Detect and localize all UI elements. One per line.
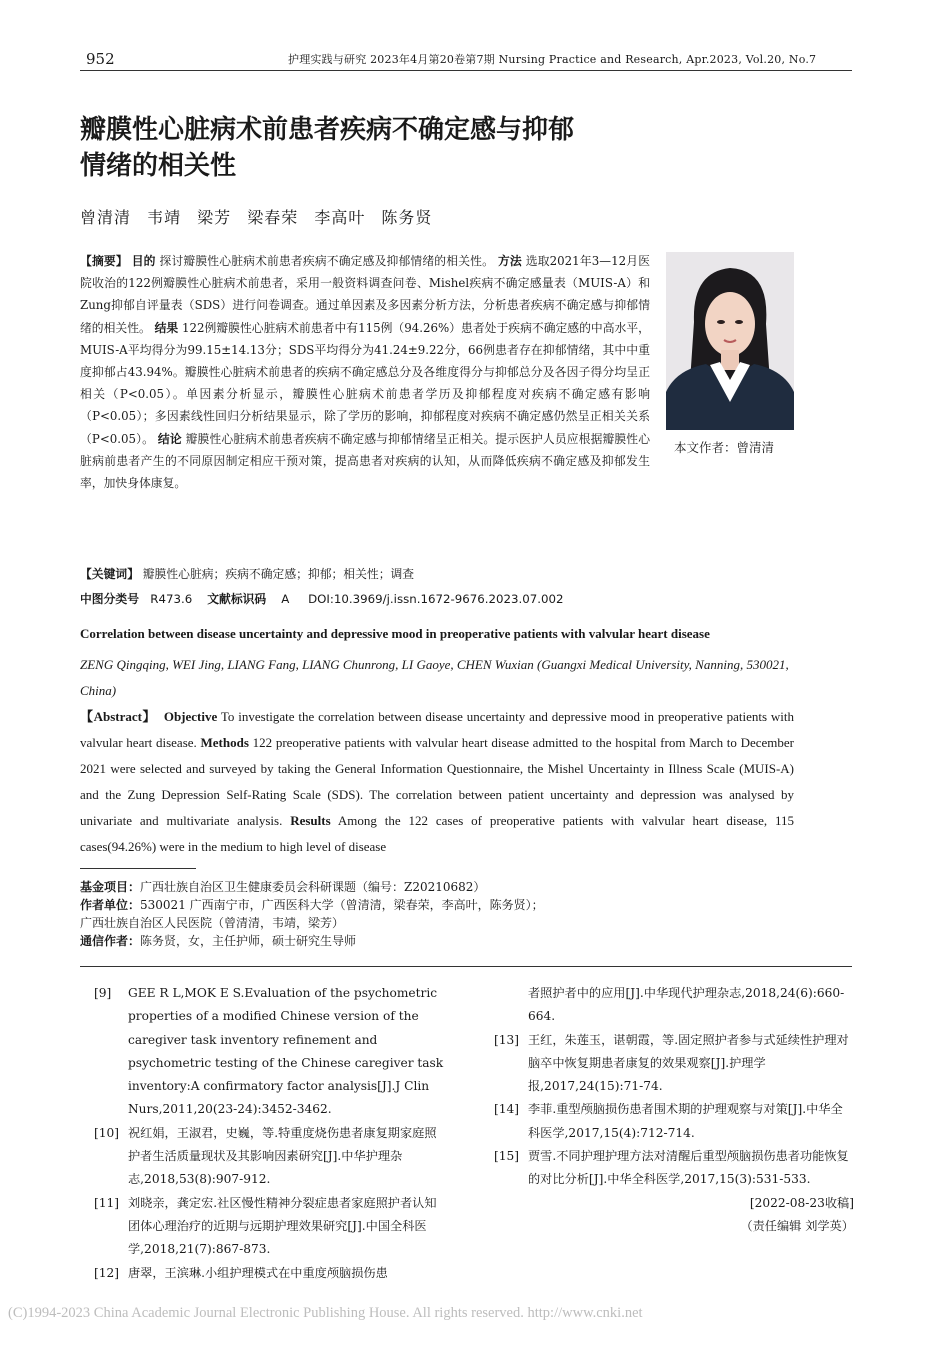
title-line-1: 瓣膜性心脏病术前患者疾病不确定感与抑郁: [80, 115, 575, 145]
unit-text-1: 530021 广西南宁市，广西医科大学（曾清清，梁春荣，李高叶，陈务贤）；: [140, 898, 544, 912]
corr-text: 陈务贤，女，主任护师，硕士研究生导师: [140, 934, 357, 948]
references-left-column: [84, 982, 444, 1285]
reference-text: 李菲.重型颅脑损伤患者围术期的护理观察与对策[J].中华全科医学,2017,15(4):712-714.: [528, 1102, 843, 1140]
results-label: 结果: [154, 320, 179, 335]
methods-label: 方法: [497, 254, 522, 268]
photo-caption: 本文作者：曾清清: [674, 440, 775, 455]
reference-number: [10]: [94, 1125, 120, 1140]
reference-number: [12]: [94, 1265, 120, 1280]
reference-number: [9]: [94, 986, 112, 1000]
journal-header: 护理实践与研究 2023年4月第20卷第7期 Nursing Practice and Research, Apr.2023, Vol.20, No.7: [288, 53, 817, 66]
page-number: 952: [86, 50, 115, 68]
reference-number: [15]: [494, 1149, 520, 1164]
reference-text: 王红，朱莲玉，谌朝霞，等.固定照护者参与式延续性护理对脑卒中恢复期患者康复的效果观察[J].护理学报,2017,24(15):71-74.: [528, 1032, 849, 1094]
responsible-editor: （责任编辑 刘学英）: [740, 1218, 854, 1233]
keywords: [80, 565, 650, 582]
en-objective-text: To investigate the correlation between disease uncertainty and depressive mood in preoperative patients with valvular heart disease.: [80, 709, 795, 750]
objective-text: 探讨瓣膜性心脏病术前患者疾病不确定感及抑郁情绪的相关性。: [159, 254, 495, 268]
doc-code-value: A: [281, 592, 290, 606]
clc-value: R473.6: [150, 592, 193, 606]
classification-line: [80, 590, 680, 607]
copyright-watermark: (C)1994-2023 China Academic Journal Electronic Publishing House. All rights reserved. http://www.cnki.net: [8, 1305, 643, 1321]
english-authors: ZENG Qingqing, WEI Jing, LIANG Fang, LIANG Chunrong, LI Gaoye, CHEN Wuxian (Guangxi Medical University, Nanning, 530021, China): [80, 657, 789, 698]
reference-item: [484, 1098, 854, 1145]
received-date: [2022-08-23收稿]: [749, 1195, 854, 1210]
reference-number: [11]: [94, 1195, 120, 1210]
reference-text: 刘晓亲，龚定宏.社区慢性精神分裂症患者家庭照护者认知团体心理治疗的近期与远期护理效果研究[J].中国全科医学,2018,21(7):867-873.: [128, 1195, 437, 1257]
reference-number: [13]: [494, 1032, 520, 1047]
objective-label: 目的: [131, 254, 156, 268]
reference-text: 唐翠，王滨琳.小组护理模式在中重度颅脑损伤患: [128, 1265, 388, 1280]
references-right-column: [484, 982, 854, 1238]
footnote-rule: [80, 868, 196, 869]
reference-item: [84, 1192, 444, 1262]
unit-text-2: 广西壮族自治区人民医院（曾清清，韦靖，梁芳）: [80, 916, 345, 930]
en-methods-label: Methods: [200, 735, 249, 750]
header-rule: [80, 70, 852, 71]
paper-title: [80, 112, 660, 184]
results-text: 122例瓣膜性心脏病术前患者中有115例（94.26%）患者处于疾病不确定感的中高水平，MUIS-A平均得分为99.15±14.13分；SDS平均得分为41.24±9.22分，66例患者存在抑郁情绪，其中中重度抑郁占43.94%。瓣膜性心脏病术前患者的疾病不确定感总分及各维度得分与抑郁总分及各因子得分均呈正相关（P<0.05）。单因素分析显示，瓣膜性心脏病术前患者学历及抑郁程度对疾病不确定感有影响（P<0.05）；多因素线性回归分析结果显示，除了学历的影响，抑郁程度对疾病不确定感仍然呈正相关关系（P<0.05）。: [80, 320, 650, 446]
en-results-text: Among the 122 cases of preoperative patients with valvular heart disease, 115 cases(94.26%) were in the medium to high level of disease: [80, 813, 795, 854]
clc-label: 中图分类号: [80, 592, 139, 606]
author-photo: [666, 252, 794, 430]
en-abstract-label: 【Abstract】: [80, 709, 157, 724]
en-objective-label: Objective: [163, 709, 218, 724]
fund-label: 基金项目：: [80, 880, 141, 894]
doc-code-label: 文献标识码: [207, 592, 267, 606]
reference-item: [484, 1145, 854, 1192]
english-abstract: [80, 704, 794, 860]
reference-item: [84, 1122, 444, 1192]
keywords-label: 【关键词】: [80, 567, 139, 581]
corr-label: 通信作者：: [80, 934, 141, 948]
doi: DOI:10.3969/j.issn.1672-9676.2023.07.002: [308, 592, 564, 606]
reference-text: 贾雪.不同护理护理方法对清醒后重型颅脑损伤患者功能恢复的对比分析[J].中华全科医学,2017,15(3):531-533.: [528, 1149, 849, 1187]
footnotes: [80, 878, 780, 950]
methods-text: 选取2021年3—12月医院收治的122例瓣膜性心脏病术前患者，采用一般资料调查问卷、Mishel疾病不确定感量表（MUIS-A）和Zung抑郁自评量表（SDS）进行问卷调查。通过单因素及多因素分析方法，分析患者疾病不确定感与抑郁情绪的相关性。: [80, 254, 650, 335]
author-list: 曾清清 韦靖 梁芳 梁春荣 李高叶 陈务贤: [80, 208, 433, 227]
fund-text: 广西壮族自治区卫生健康委员会科研课题（编号：Z20210682）: [140, 880, 486, 894]
reference-text: 祝红娟，王淑君，史巍，等.特重度烧伤患者康复期家庭照护者生活质量现状及其影响因素研究[J].中华护理杂志,2018,53(8):907-912.: [128, 1125, 437, 1187]
english-title: Correlation between disease uncertainty and depressive mood in preoperative patients with valvular heart disease: [80, 626, 710, 641]
en-results-label: Results: [290, 813, 331, 828]
column-rule: [80, 966, 852, 967]
reference-item: [84, 1262, 444, 1285]
conclusion-text: 瓣膜性心脏病术前患者疾病不确定感与抑郁情绪呈正相关。提示医护人员应根据瓣膜性心脏病前患者产生的不同原因制定相应干预对策，提高患者对疾病的认知，从而降低疾病不确定感及抑郁发生率，加快身体康复。: [80, 431, 651, 491]
en-methods-text: 122 preoperative patients with valvular heart disease admitted to the hospital from March to December 2021 were selected and surveyed by taking the General Information Questionnaire, the Mishel Uncertainty in Illness Scale (MUIS-A) and the Zung Depression Self-Rating Scale (SDS). The correlation between patient uncertainty and depression was analysed by univariate and multivariate analysis.: [80, 735, 795, 828]
reference-number: [14]: [494, 1102, 520, 1117]
abstract-label: 【摘要】: [80, 254, 128, 268]
reference-item: [484, 1029, 854, 1099]
unit-label: 作者单位：: [80, 898, 141, 912]
title-line-2: 情绪的相关性: [80, 151, 237, 181]
reference-text: GEE R L,MOK E S.Evaluation of the psychometric properties of a modified Chinese version of the caregiver task inventory refinement and psychometric testing of the Chinese caregiver task inventory:A confirmatory factor analysis[J].J Clin Nurs,2011,20(23-24):3452-3462.: [128, 986, 444, 1117]
reference-item: [84, 982, 444, 1122]
conclusion-label: 结论: [157, 431, 182, 446]
keywords-text: 瓣膜性心脏病；疾病不确定感；抑郁；相关性；调查: [142, 567, 415, 581]
chinese-abstract: [80, 250, 650, 494]
reference-continuation: 者照护者中的应用[J].中华现代护理杂志,2018,24(6):660-664.: [528, 986, 845, 1024]
